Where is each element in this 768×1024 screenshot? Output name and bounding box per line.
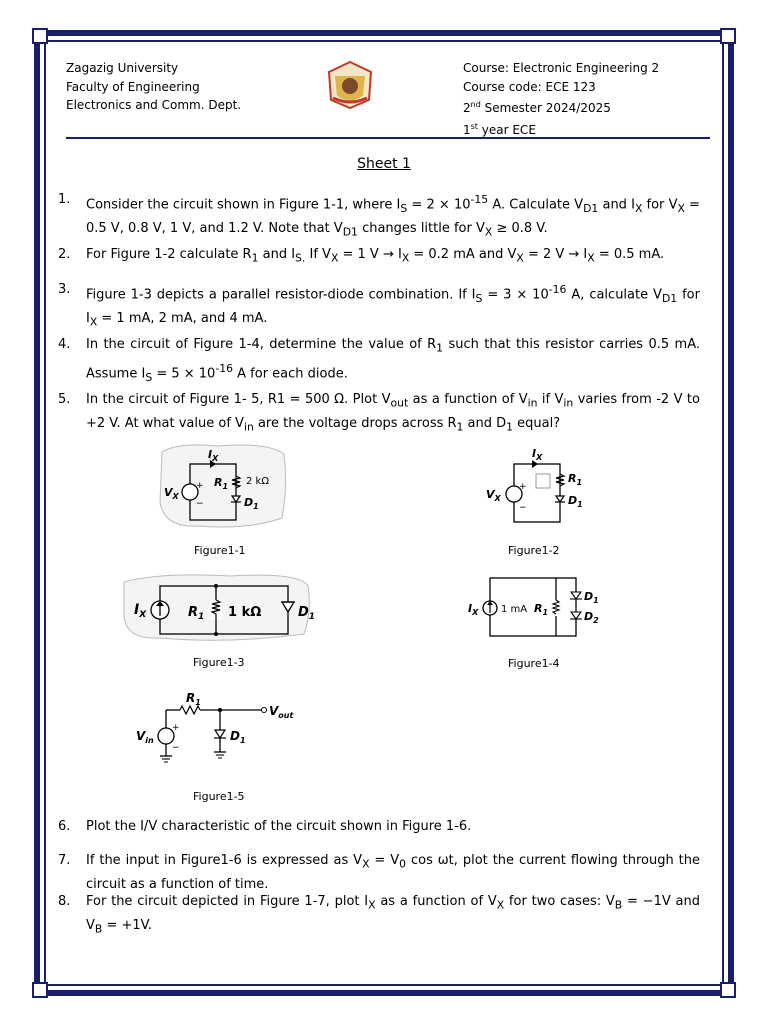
vx-label: $V_X$	[164, 486, 179, 501]
question-text: In the circuit of Figure 1-4, determine the value of $R_1$ such that this resistor carries 0.5 mA. Assume $I_S = 5 \times 10^{-16}$ A for each diode.	[86, 337, 700, 384]
figure-caption: Figure1-1	[194, 544, 246, 557]
source-value: 1 mA	[501, 604, 528, 615]
ix-label: $I_X$	[208, 448, 219, 463]
d1-label: $D_1$	[584, 590, 599, 605]
figure-1-4-circuit	[466, 572, 606, 642]
figure-1-1-circuit	[158, 442, 288, 530]
question-6: 6. Plot the I/V characteristic of the circuit shown in Figure 1-6.	[58, 817, 700, 837]
university-logo	[325, 60, 375, 110]
question-1: 1. Consider the circuit shown in Figure 1-1, where $I_S = 2 \times 10^{-15}$ A. Calculate $V_{D1}$ and $I_X$ for $V_X = 0.5$ V, 0.8 V, 1 V, and 1.2 V. Note that $V_{D1}$ changes little for $V_X \ge 0.8$ V.	[58, 190, 700, 243]
corner-ornament	[720, 28, 736, 44]
corner-ornament	[32, 982, 48, 998]
d1-label: $D_1$	[568, 494, 583, 509]
figure-1-3-circuit	[120, 572, 316, 644]
r1-label: $R_1$	[214, 476, 229, 491]
question-text: For the circuit depicted in Figure 1-7, plot $I_X$ as a function of $V_X$ for two cases: $V_B = -1V$ and $V_B = +1V$.	[86, 894, 700, 936]
figure-caption: Figure1-4	[508, 657, 560, 670]
d1-label: $D_1$	[298, 605, 316, 622]
corner-ornament	[720, 982, 736, 998]
question-text: For Figure 1-2 calculate $R_1$ and $I_{S.}$ If $V_X = 1$ $V \to I_X = 0.2$ mA and $V_X = 2$ $V \to I_X = 0.5$ mA.	[86, 247, 665, 265]
figure-caption: Figure1-3	[193, 656, 245, 669]
ix-label: $I_X$	[468, 602, 479, 617]
plus-sign: +	[519, 482, 527, 492]
question-4: 4. In the circuit of Figure 1-4, determine the value of $R_1$ such that this resistor carries 0.5 mA. Assume $I_S = 5 \times 10^{-16}$ A for each diode.	[58, 335, 700, 388]
question-8: 8. For the circuit depicted in Figure 1-7, plot $I_X$ as a function of $V_X$ for two cases: $V_B = -1V$ and $V_B = +1V$.	[58, 892, 700, 939]
question-text: Consider the circuit shown in Figure 1-1, where $I_S = 2 \times 10^{-15}$ A. Calculate $V_{D1}$ and $I_X$ for $V_X = 0.5$ V, 0.8 V, 1 V, and 1.2 V. Note that $V_{D1}$ changes little for $V_X \ge 0.8$ V.	[86, 193, 700, 239]
figure-1-2-circuit	[484, 442, 594, 530]
question-3: 3. Figure 1-3 depicts a parallel resistor-diode combination. If $I_S = 3 \times 10^{-16}$ A, calculate $V_{D1}$ for $I_X = 1$ mA, 2 mA, and 4 mA.	[58, 280, 700, 333]
question-text: In the circuit of Figure 1- 5, R1 = 500 Ω. Plot $V_{out}$ as a function of $V_{in}$ if $V_{in}$ varies from -2 V to +2 V. At what value of $V_{in}$ are the voltage drops across $R_1$ and $D_1$ equal?	[86, 392, 700, 434]
r1-label: $R_1$	[188, 605, 205, 622]
minus-sign: −	[172, 743, 180, 753]
semester: 2nd Semester 2024/2025	[463, 100, 611, 115]
resistor-value: 1 kΩ	[228, 605, 262, 620]
vx-label: $V_X$	[486, 488, 501, 503]
question-2: 2. For Figure 1-2 calculate $R_1$ and $I_{S.}$ If $V_X = 1$ $V \to I_X = 0.2$ mA and $V_X = 2$ $V \to I_X = 0.5$ mA.	[58, 245, 700, 269]
ix-label: $I_X$	[532, 447, 543, 462]
plus-sign: +	[172, 723, 180, 733]
corner-ornament	[32, 28, 48, 44]
page-border-inner	[44, 40, 724, 986]
minus-sign: −	[196, 499, 204, 509]
question-text: Figure 1-3 depicts a parallel resistor-diode combination. If $I_S = 3 \times 10^{-16}$ A, calculate $V_{D1}$ for $I_X = 1$ mA, 2 mA, and 4 mA.	[86, 283, 700, 329]
d2-label: $D_2$	[584, 610, 599, 625]
resistor-value: 2 kΩ	[246, 476, 269, 487]
d1-label: $D_1$	[244, 496, 259, 511]
figure-caption: Figure1-5	[193, 790, 245, 803]
university-name: Zagazig University	[66, 61, 179, 75]
vout-label: $V_{out}$	[269, 704, 294, 720]
header-divider	[66, 137, 710, 139]
institution-block	[66, 59, 241, 115]
d1-label: $D_1$	[230, 729, 246, 745]
figure-caption: Figure1-2	[508, 544, 560, 557]
department-name: Electronics and Comm. Dept.	[66, 98, 242, 112]
sheet-title: Sheet 1	[357, 156, 411, 172]
question-5: 5. In the circuit of Figure 1- 5, R1 = 500 Ω. Plot $V_{out}$ as a function of $V_{in}$ if $V_{in}$ varies from -2 V to +2 V. At what value of $V_{in}$ are the voltage drops across $R_1$ and $D_1$ equal?	[58, 390, 700, 437]
minus-sign: −	[519, 503, 527, 513]
faculty-name: Faculty of Engineering	[66, 79, 200, 94]
r1-label: $R_1$	[534, 602, 549, 617]
question-text: Plot the I/V characteristic of the circuit shown in Figure 1-6.	[86, 819, 472, 834]
question-7: 7. If the input in Figure1-6 is expressed as $V_X = V_0$ cos ωt, plot the current flowing through the circuit as a function of time.	[58, 851, 700, 895]
question-text: If the input in Figure1-6 is expressed as $V_X = V_0$ cos ωt, plot the current flowing through the circuit as a function of time.	[86, 853, 700, 892]
r1-label: $R_1$	[186, 691, 201, 707]
figure-1-5-circuit	[132, 688, 300, 774]
course-code: Course code: ECE 123	[463, 79, 596, 94]
course-block	[463, 59, 659, 139]
plus-sign: +	[196, 481, 204, 491]
year: 1st year ECE	[463, 121, 536, 137]
r1-label: $R_1$	[568, 472, 583, 487]
course-name: Course: Electronic Engineering 2	[463, 61, 660, 75]
ix-label: $I_X$	[134, 602, 147, 620]
vin-label: $V_{in}$	[136, 729, 154, 745]
